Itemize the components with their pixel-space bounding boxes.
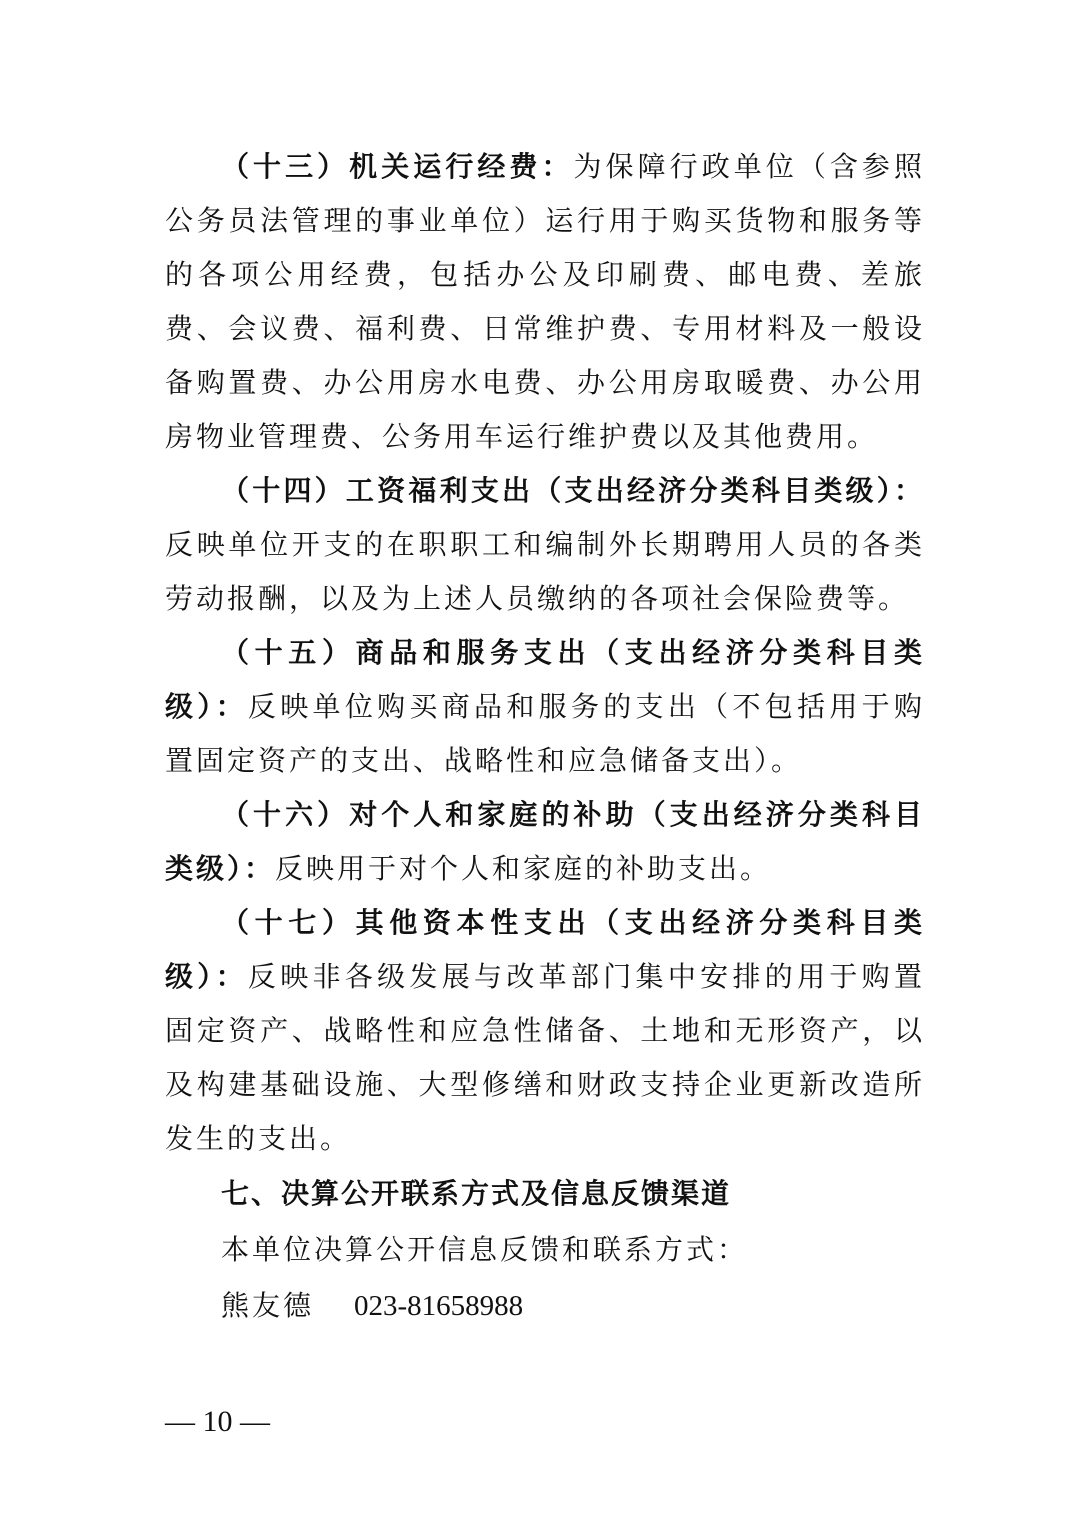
definition-body: 反映单位开支的在职职工和编制外长期聘用人员的各类劳动报酬，以及为上述人员缴纳的各项社会保险费等。	[165, 528, 925, 615]
definition-term: （十四）工资福利支出（支出经济分类科目类级）：	[221, 474, 925, 507]
definition-body: 反映非各级发展与改革部门集中安排的用于购置固定资产、战略性和应急性储备、土地和无形资产，以及构建基础设施、大型修缮和财政支持企业更新改造所发生的支出。	[165, 960, 925, 1155]
contact-phone: 023-81658988	[354, 1290, 524, 1322]
page-number: — 10 —	[165, 1405, 270, 1438]
definition-term: （十三）机关运行经费：	[221, 150, 574, 183]
definition-term: （十七）其他资本性支出（支出经济分类科目类级）：	[165, 906, 925, 993]
definition-paragraph-13	[165, 140, 925, 464]
contact-name: 熊友德	[221, 1289, 315, 1322]
contact-line	[165, 1278, 925, 1334]
definition-paragraph-17	[165, 896, 925, 1166]
contact-intro: 本单位决算公开信息反馈和联系方式：	[221, 1233, 749, 1266]
definition-body: 为保障行政单位（含参照公务员法管理的事业单位）运行用于购买货物和服务等的各项公用经费，包括办公及印刷费、邮电费、差旅费、会议费、福利费、日常维护费、专用材料及一般设备购置费、办公用房水电费、办公用房取暖费、办公用房物业管理费、公务用车运行维护费以及其他费用。	[165, 150, 925, 453]
definition-paragraph-16	[165, 788, 925, 896]
definition-body: 反映单位购买商品和服务的支出（不包括用于购置固定资产的支出、战略性和应急储备支出）。	[165, 690, 925, 777]
definition-body: 反映用于对个人和家庭的补助支出。	[275, 852, 772, 885]
section-heading: 七、决算公开联系方式及信息反馈渠道	[221, 1177, 732, 1210]
definition-term: （十六）对个人和家庭的补助（支出经济分类科目类级）：	[165, 798, 925, 885]
definition-paragraph-15	[165, 626, 925, 788]
definition-term: （十五）商品和服务支出（支出经济分类科目类级）：	[165, 636, 925, 723]
document-page	[165, 140, 925, 1334]
definition-paragraph-14	[165, 464, 925, 626]
